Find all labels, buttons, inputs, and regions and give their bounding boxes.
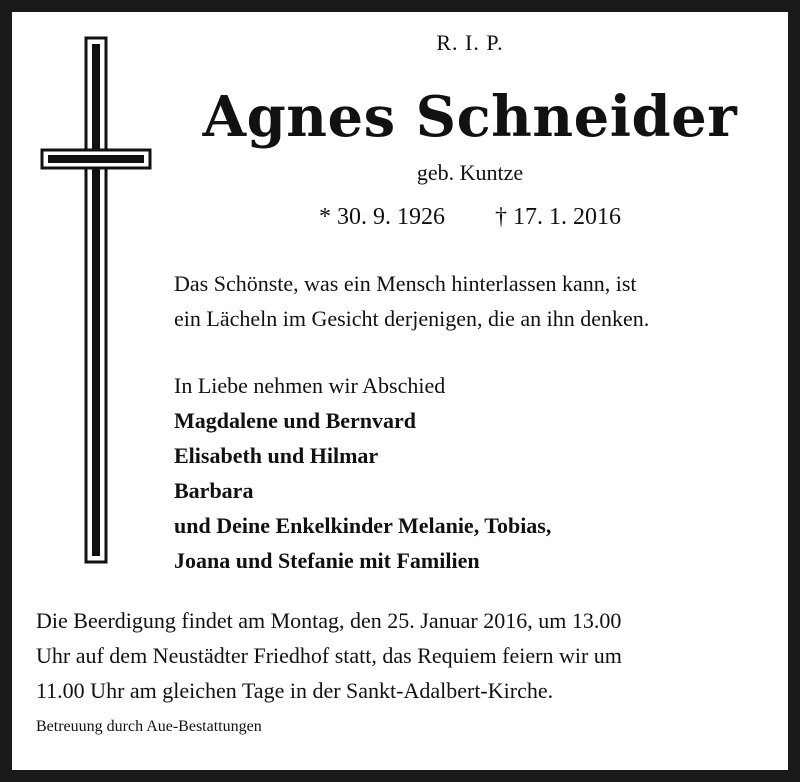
latin-cross-icon (40, 28, 152, 568)
funeral-line: Uhr auf dem Neustädter Friedhof statt, das Requiem feiern wir um (36, 643, 622, 668)
quote-line: ein Lächeln im Gesicht derjenigen, die an ihn denken. (174, 306, 650, 331)
undertaker-credit: Betreuung durch Aue-Bestattungen (36, 718, 262, 735)
mourner-line: Magdalene und Bernvard (174, 408, 417, 433)
mourners-list (174, 368, 551, 578)
farewell-intro: In Liebe nehmen wir Abschied (174, 373, 446, 398)
death-date: † 17. 1. 2016 (495, 204, 621, 230)
mourner-line: Joana und Stefanie mit Familien (174, 548, 480, 573)
quote-line: Das Schönste, was ein Mensch hinterlassen kann, ist (174, 271, 637, 296)
mourner-line: Barbara (174, 478, 254, 503)
funeral-line: Die Beerdigung findet am Montag, den 25. Januar 2016, um 13.00 (36, 608, 622, 633)
mourner-line: Elisabeth und Hilmar (174, 443, 379, 468)
deceased-name: Agnes Schneider (202, 84, 738, 150)
funeral-details (36, 603, 622, 708)
life-dates (170, 204, 770, 231)
memorial-quote (174, 266, 649, 336)
maiden-name: geb. Kuntze (416, 160, 524, 185)
mourner-line: und Deine Enkelkinder Melanie, Tobias, (174, 513, 552, 538)
birth-date: * 30. 9. 1926 (319, 204, 445, 230)
rip-heading: R. I. P. (436, 30, 504, 55)
funeral-line: 11.00 Uhr am gleichen Tage in der Sankt-Adalbert-Kirche. (36, 678, 554, 703)
